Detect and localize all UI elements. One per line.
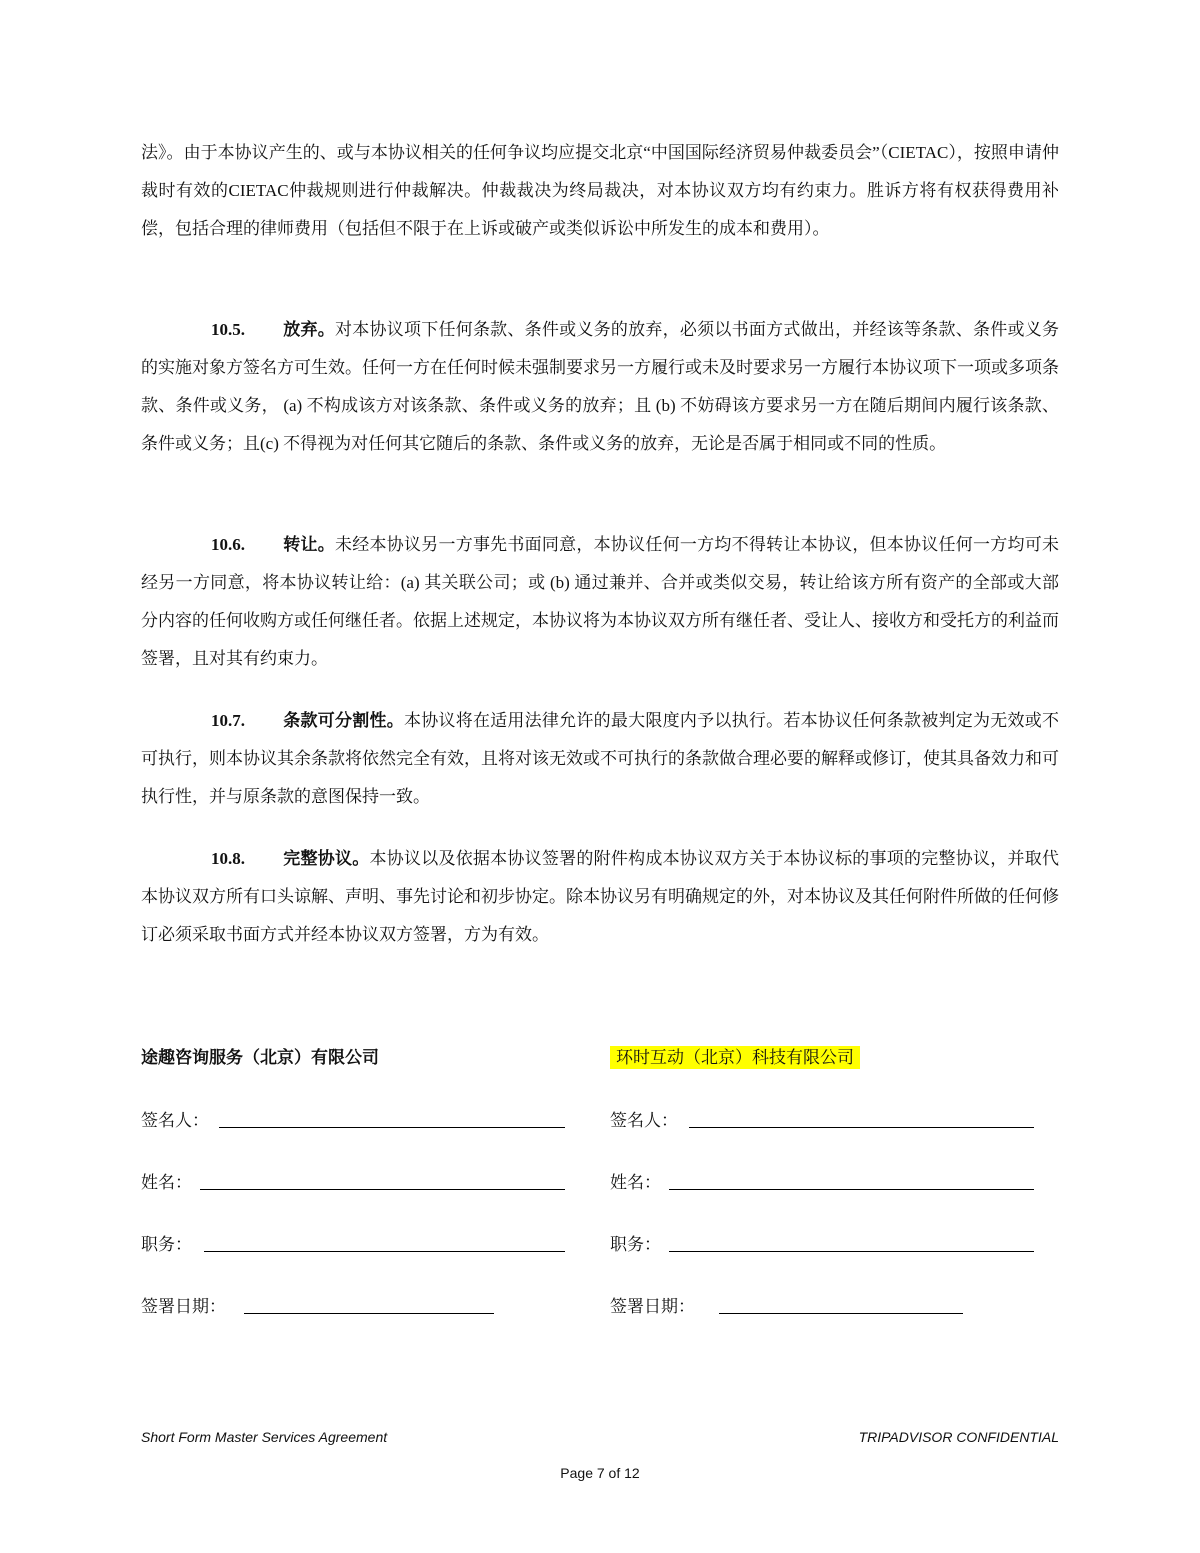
- right-signer-label: 签名人：: [610, 1111, 678, 1130]
- left-date-field[interactable]: [244, 1313, 494, 1314]
- right-title-label: 职务：: [610, 1235, 661, 1254]
- paragraph-continued: 法》。由于本协议产生的、或与本协议相关的任何争议均应提交北京“中国国际经济贸易仲裁委员会”（CIETAC），按照申请仲裁时有效的CIETAC仲裁规则进行仲裁解决。仲裁裁决为终局裁决，对本协议双方均有约束力。胜诉方将有权获得费用补偿，包括合理的律师费用（包括但不限于在上诉或破产或类似诉讼中所发生的成本和费用）。: [141, 143, 1059, 238]
- section-heading: 放弃。: [283, 320, 335, 339]
- footer-right: TRIPADVISOR CONFIDENTIAL: [858, 1429, 1059, 1445]
- section-number: 10.6.: [211, 535, 245, 554]
- right-name-label: 姓名：: [610, 1173, 661, 1192]
- left-company-name: 途趣咨询服务（北京）有限公司: [141, 1048, 379, 1067]
- section-heading: 完整协议。: [283, 849, 370, 868]
- page-number: Page 7 of 12: [560, 1465, 640, 1481]
- section-number: 10.7.: [211, 711, 245, 730]
- section-text: 本协议将在适用法律允许的最大限度内予以执行。若本协议任何条款被判定为无效或不可执行，则本协议其余条款将依然完全有效，且将对该无效或不可执行的条款做合理必要的解释或修订，使其具备效力和可执行性，并与原条款的意图保持一致。: [141, 711, 1060, 806]
- left-title-field[interactable]: [204, 1251, 565, 1252]
- right-date-field[interactable]: [719, 1313, 963, 1314]
- left-name-field[interactable]: [200, 1189, 565, 1190]
- section-heading: 转让。: [283, 535, 335, 554]
- section-10-8: [141, 840, 1059, 954]
- section-text: 对本协议项下任何条款、条件或义务的放弃，必须以书面方式做出，并经该等条款、条件或义务的实施对象方签名方可生效。任何一方在任何时候未强制要求另一方履行或未及时要求另一方履行本协议项下一项或多项条款、条件或义务， (a) 不构成该方对该条款、条件或义务的放弃；且 (b) 不妨碍该方要求另一方在随后期间内履行该条款、条件或义务；且(c) 不得视为对任何其它随后的条款、条件或义务的放弃，无论是否属于相同或不同的性质。: [141, 320, 1060, 453]
- left-signer-label: 签名人：: [141, 1111, 209, 1130]
- section-number: 10.8.: [211, 849, 245, 868]
- right-company-name: 环时互动（北京）科技有限公司: [610, 1046, 860, 1069]
- section-10-5: [141, 311, 1059, 463]
- section-text: 未经本协议另一方事先书面同意，本协议任何一方均不得转让本协议，但本协议任何一方均可未经另一方同意，将本协议转让给：(a) 其关联公司；或 (b) 通过兼并、合并或类似交易，转让给该方所有资产的全部或大部分内容的任何收购方或任何继任者。依据上述规定，本协议将为本协议双方所有继任者、受让人、接收方和受托方的利益而签署，且对其有约束力。: [141, 535, 1060, 668]
- section-text: 本协议以及依据本协议签署的附件构成本协议双方关于本协议标的事项的完整协议，并取代本协议双方所有口头谅解、声明、事先讨论和初步协定。除本协议另有明确规定的外，对本协议及其任何附件所做的任何修订必须采取书面方式并经本协议双方签署，方为有效。: [141, 849, 1060, 944]
- section-10-7: [141, 702, 1059, 816]
- footer-left: Short Form Master Services Agreement: [141, 1429, 388, 1445]
- right-title-field[interactable]: [669, 1251, 1034, 1252]
- right-name-field[interactable]: [669, 1189, 1034, 1190]
- section-number: 10.5.: [211, 320, 245, 339]
- left-title-label: 职务：: [141, 1235, 192, 1254]
- right-date-label: 签署日期：: [610, 1297, 695, 1316]
- left-signer-field[interactable]: [219, 1127, 565, 1128]
- section-10-6: [141, 526, 1059, 678]
- section-heading: 条款可分割性。: [283, 711, 404, 730]
- left-name-label: 姓名：: [141, 1173, 192, 1192]
- left-date-label: 签署日期：: [141, 1297, 226, 1316]
- right-signer-field[interactable]: [689, 1127, 1034, 1128]
